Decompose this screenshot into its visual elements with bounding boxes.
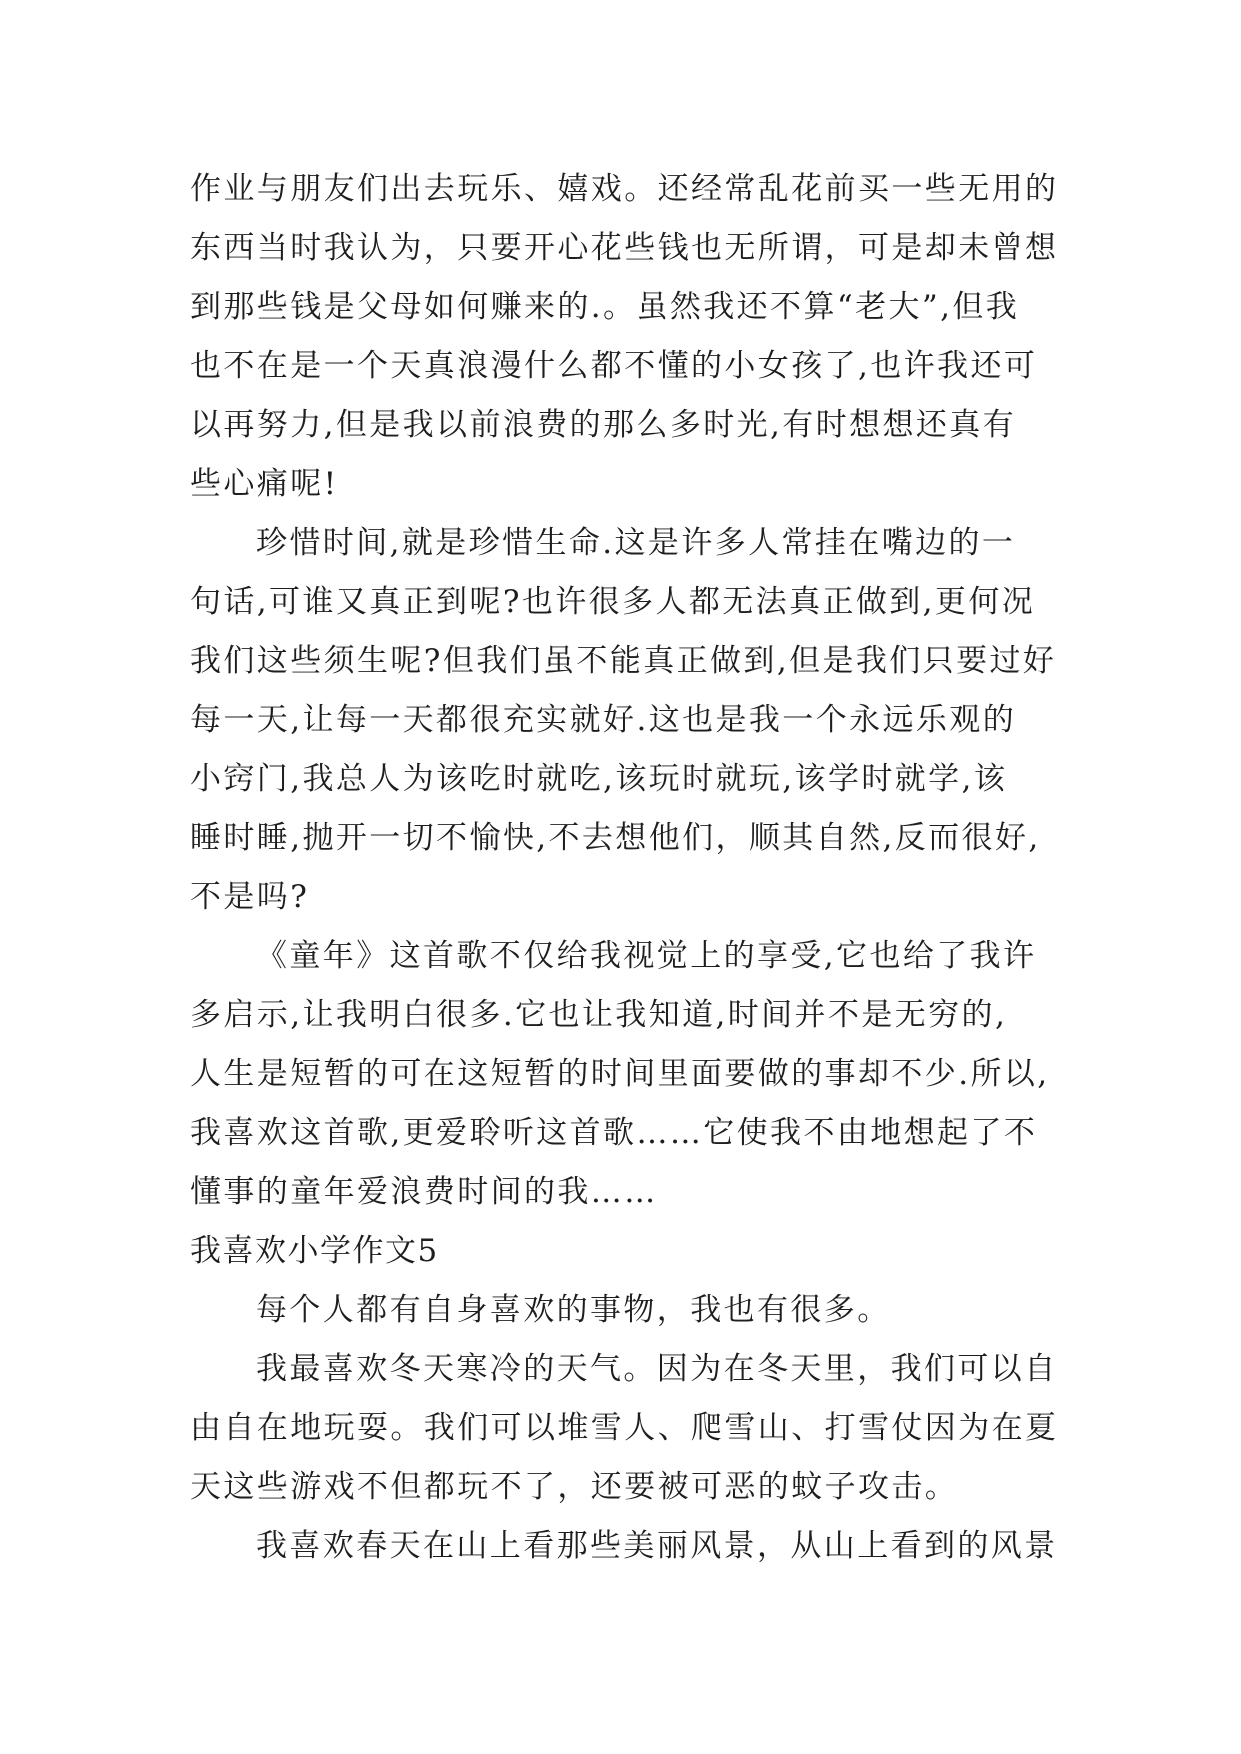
paragraph-first-line: 我最喜欢冬天寒冷的天气。因为在冬天里，我们可以自 [256,1351,1058,1387]
paragraph-first-line: 珍惜时间,就是珍惜生命.这是许多人常挂在嘴边的一 [256,525,1016,561]
paragraph-first-line: 我喜欢春天在山上看那些美丽风景，从山上看到的风景 [256,1528,1058,1564]
text-line: 东西当时我认为，只要开心花些钱也无所谓，可是却未曾想 [190,230,1059,266]
paragraph-first-line: 《童年》这首歌不仅给我视觉上的享受,它也给了我许 [256,938,1037,974]
text-line: 也不在是一个天真浪漫什么都不懂的小女孩了,也许我还可 [190,348,1038,384]
text-line: 句话,可谁又真正到呢?也许很多人都无法真正做到,更何况 [190,584,1036,620]
text-line: 由自在地玩耍。我们可以堆雪人、爬雪山、打雪仗因为在夏 [190,1410,1059,1446]
text-line: 每一天,让每一天都很充实就好.这也是我一个永远乐观的 [190,702,1017,738]
text-line: 我喜欢这首歌,更爱聆听这首歌……它使我不由地想起了不 [190,1115,1038,1151]
text-line: 懂事的童年爱浪费时间的我…… [190,1174,658,1210]
text-line: 些心痛呢! [190,466,339,502]
paragraph-first-line: 每个人都有自身喜欢的事物，我也有很多。 [256,1292,891,1328]
text-line: 以再努力,但是我以前浪费的那么多时光,有时想想还真有 [190,407,1017,443]
text-line: 不是吗? [190,879,310,915]
text-line: 小窍门,我总人为该吃时就吃,该玩时就玩,该学时就学,该 [190,761,1008,797]
text-line: 天这些游戏不但都玩不了，还要被可恶的蚊子攻击。 [190,1469,959,1505]
text-line: 多启示,让我明白很多.它也让我知道,时间并不是无穷的, [190,997,1008,1033]
document-body [190,160,1060,1576]
text-line: 到那些钱是父母如何赚来的.。虽然我还不算“老大”,但我 [190,289,1020,325]
text-line: 作业与朋友们出去玩乐、嬉戏。还经常乱花前买一些无用的 [190,171,1059,207]
text-line: 人生是短暂的可在这短暂的时间里面要做的事却不少.所以, [190,1056,1050,1092]
section-heading: 我喜欢小学作文5 [190,1233,439,1269]
text-line: 我们这些须生呢?但我们虽不能真正做到,但是我们只要过好 [190,643,1057,679]
text-line: 睡时睡,抛开一切不愉快,不去想他们，顺其自然,反而很好, [190,820,1041,856]
